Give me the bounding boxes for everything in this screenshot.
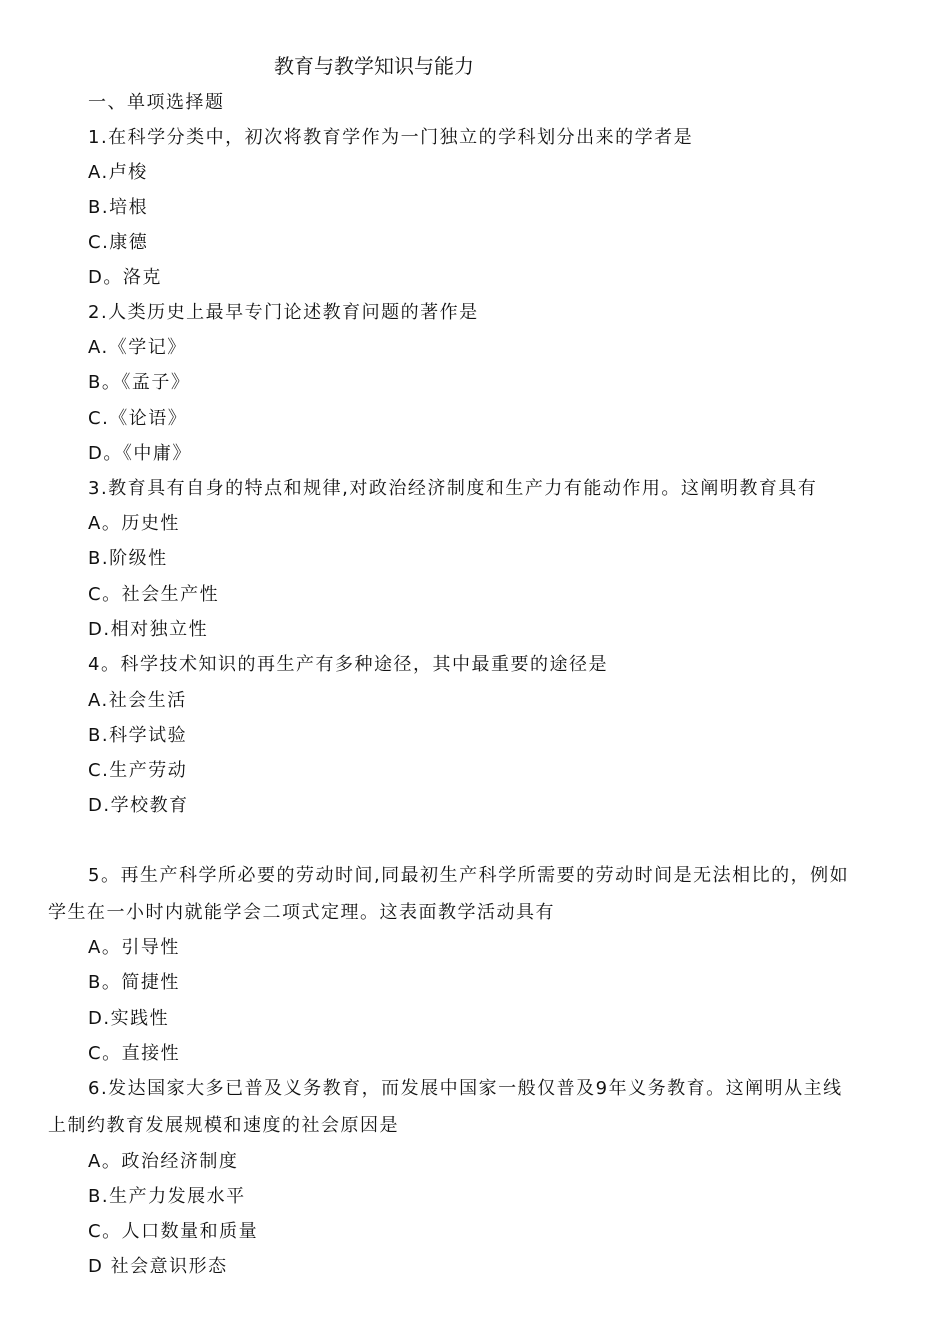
question-1-option-c: C.康德	[88, 232, 149, 253]
question-6-option-c: C。人口数量和质量	[88, 1221, 259, 1242]
question-3-option-a: A。历史性	[88, 513, 180, 534]
question-5-option-d: D.实践性	[88, 1008, 170, 1029]
question-6-stem-line-1: 6.发达国家大多已普及义务教育，而发展中国家一般仅普及9年义务教育。这阐明从主线	[88, 1078, 843, 1099]
question-3-stem: 3.教育具有自身的特点和规律,对政治经济制度和生产力有能动作用。这阐明教育具有	[88, 478, 818, 499]
question-5-option-c: C。直接性	[88, 1043, 181, 1064]
question-4-option-d: D.学校教育	[88, 795, 189, 816]
question-4-option-c: C.生产劳动	[88, 760, 188, 781]
question-3-option-d: D.相对独立性	[88, 619, 209, 640]
question-6-option-a: A。政治经济制度	[88, 1151, 239, 1172]
question-6-stem-line-2: 上制约教育发展规模和速度的社会原因是	[48, 1115, 399, 1136]
question-2-option-b: B。《孟子》	[88, 372, 191, 393]
question-1-option-b: B.培根	[88, 197, 149, 218]
question-2-option-d: D。《中庸》	[88, 443, 192, 464]
question-5-option-a: A。引导性	[88, 937, 180, 958]
question-1-stem: 1.在科学分类中，初次将教育学作为一门独立的学科划分出来的学者是	[88, 127, 694, 148]
question-4-option-a: A.社会生活	[88, 690, 187, 711]
question-1-option-a: A.卢梭	[88, 162, 148, 183]
question-6-option-b: B.生产力发展水平	[88, 1186, 246, 1207]
question-3-option-b: B.阶级性	[88, 548, 168, 569]
question-5-stem-line-1: 5。再生产科学所必要的劳动时间,同最初生产科学所需要的劳动时间是无法相比的，例如	[88, 865, 850, 886]
question-6-option-d: D 社会意识形态	[88, 1256, 228, 1277]
question-5-option-b: B。简捷性	[88, 972, 180, 993]
section-heading: 一、单项选择题	[88, 92, 225, 113]
question-4-option-b: B.科学试验	[88, 725, 188, 746]
question-2-option-a: A.《学记》	[88, 337, 187, 358]
question-4-stem: 4。科学技术知识的再生产有多种途径，其中最重要的途径是	[88, 654, 608, 675]
document-title: 教育与教学知识与能力	[274, 54, 474, 78]
question-2-stem: 2.人类历史上最早专门论述教育问题的著作是	[88, 302, 479, 323]
question-3-option-c: C。社会生产性	[88, 584, 220, 605]
question-5-stem-line-2: 学生在一小时内就能学会二项式定理。这表面教学活动具有	[48, 902, 555, 923]
question-2-option-c: C.《论语》	[88, 408, 188, 429]
question-1-option-d: D。洛克	[88, 267, 162, 288]
